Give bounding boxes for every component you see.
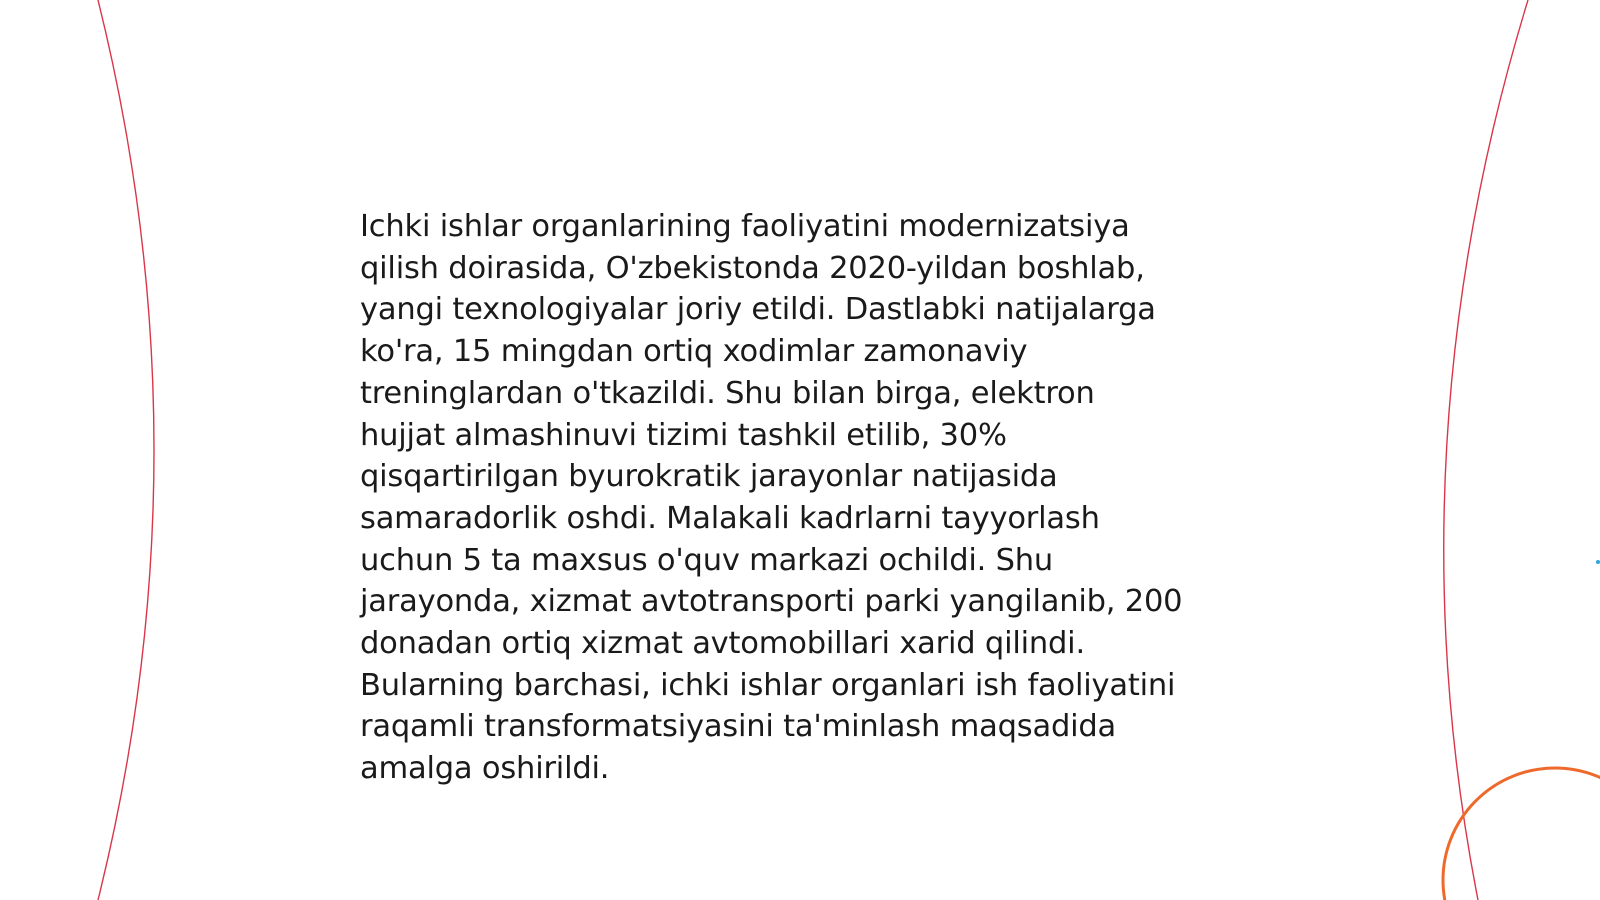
paragraph-line: ko'ra, 15 mingdan ortiq xodimlar zamonaviy [360, 334, 1028, 370]
paragraph-line: qilish doirasida, O'zbekistonda 2020-yildan boshlab, [360, 250, 1145, 286]
paragraph-line: donadan ortiq xizmat avtomobillari xarid qilindi. [360, 626, 1085, 662]
paragraph-line: Ichki ishlar organlarining faoliyatini modernizatsiya [360, 209, 1130, 244]
paragraph-line: raqamli transformatsiyasini ta'minlash maqsadida [360, 709, 1117, 745]
paragraph-line: yangi texnologiyalar joriy etildi. Dastlabki natijalarga [360, 292, 1156, 328]
paragraph-line: jarayonda, xizmat avtotransporti parki yangilanib, 200 [360, 584, 1183, 620]
paragraph-line: hujjat almashinuvi tizimi tashkil etilib, 30% [360, 417, 1007, 453]
paragraph-line: samaradorlik oshdi. Malakali kadrlarni tayyorlash [360, 500, 1100, 536]
paragraph-line: Bularning barchasi, ichki ishlar organlari ish faoliyatini [360, 667, 1176, 703]
paragraph-line: qisqartirilgan byurokratik jarayonlar natijasida [360, 459, 1058, 495]
blue-dot-decoration [1596, 560, 1600, 564]
left-curve-line [98, 0, 154, 900]
right-curve-line [1444, 0, 1528, 900]
body-paragraph [360, 206, 1260, 790]
paragraph-line: treninglardan o'tkazildi. Shu bilan birga, elektron [360, 375, 1095, 411]
paragraph-line: amalga oshirildi. [360, 751, 610, 787]
paragraph-line: uchun 5 ta maxsus o'quv markazi ochildi. Shu [360, 542, 1054, 578]
